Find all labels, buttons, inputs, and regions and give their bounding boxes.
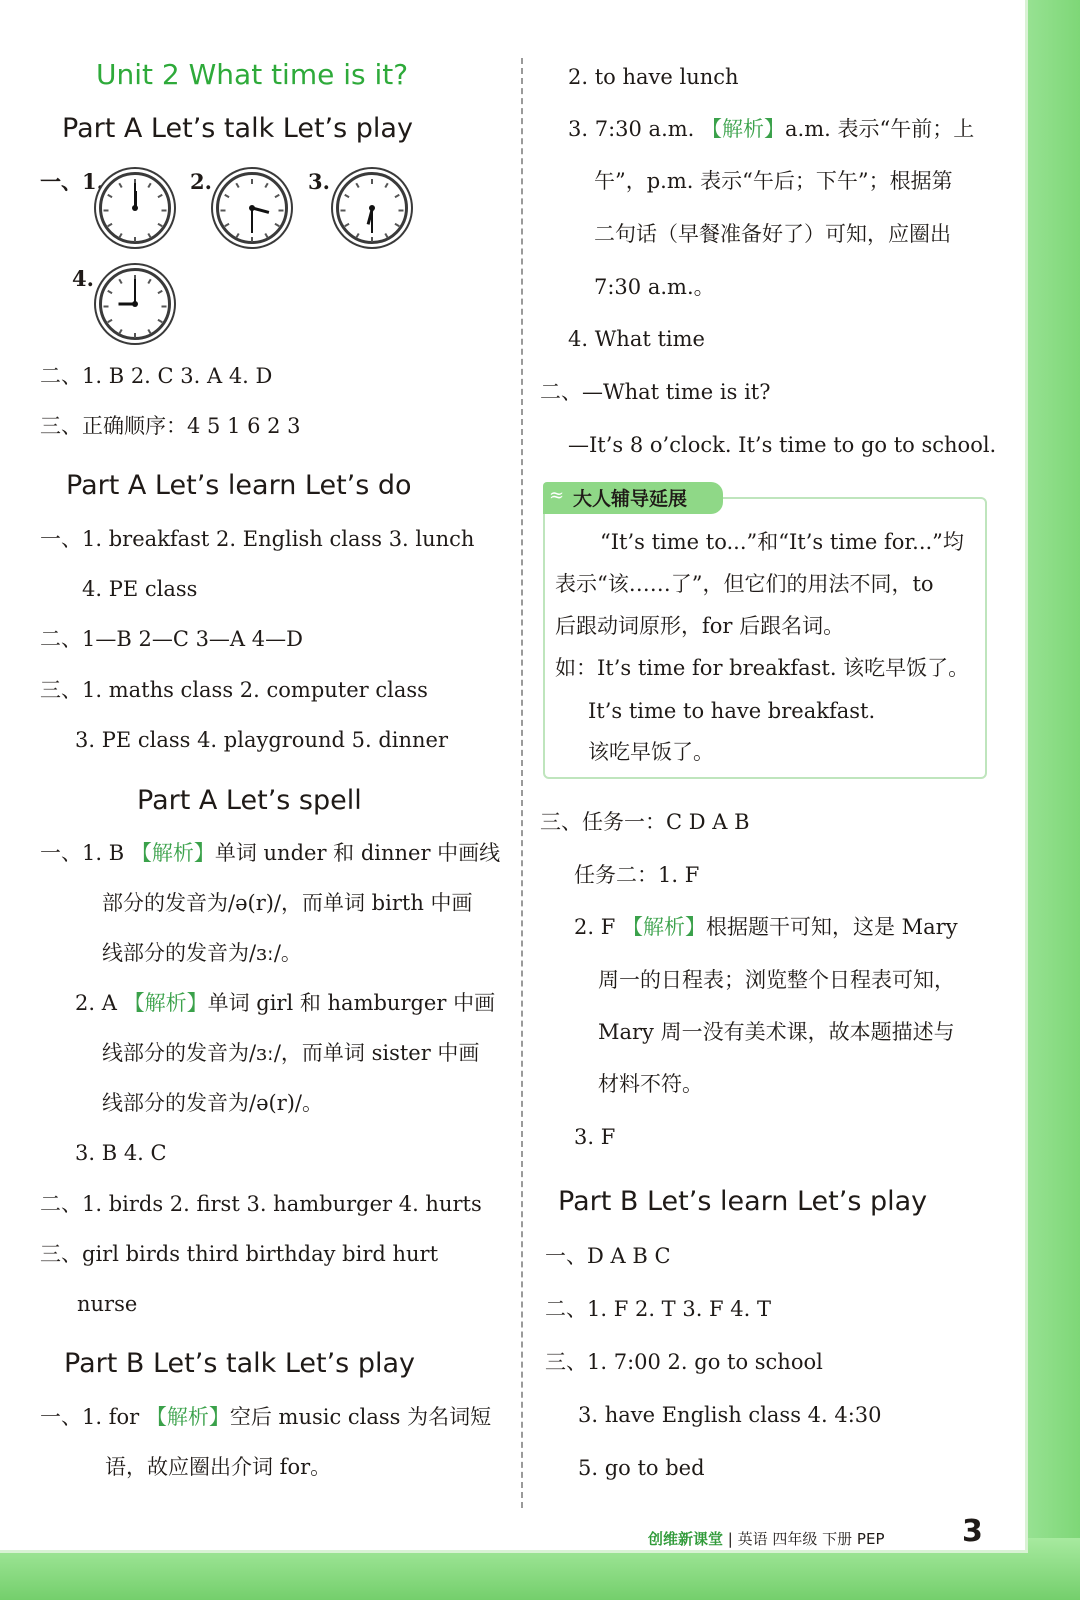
question-number: 3.	[308, 169, 330, 194]
answer-line: 线部分的发音为/ɜː/。	[102, 941, 302, 965]
answer-line: 三、任务一：C D A B	[540, 810, 750, 834]
answer-line: 3. PE class 4. playground 5. dinner	[75, 728, 449, 752]
clock-tick	[107, 223, 112, 227]
clock-tick	[235, 183, 239, 188]
clock-tick	[157, 194, 162, 198]
question-number: 一、1.	[40, 169, 104, 194]
tip-line: 该吃早饭了。	[588, 740, 714, 764]
clock-center	[132, 205, 138, 211]
clock-tick	[251, 237, 253, 242]
answer-line: 一、D A B C	[545, 1244, 671, 1268]
answer-line: 3. 7:30 a.m. 【解析】a.m. 表示“午前；上	[568, 117, 975, 141]
answer-line: 三、正确顺序：4 5 1 6 2 3	[40, 414, 301, 438]
answer-line: 4. PE class	[82, 577, 198, 601]
answer-line: 5. go to bed	[578, 1456, 705, 1480]
section-heading: Part B Let’s learn Let’s play	[558, 1186, 928, 1217]
clock-tick	[157, 290, 162, 294]
clock-tick	[274, 223, 279, 227]
minute-hand	[371, 208, 373, 233]
tip-line: “It’s time to...”和“It’s time for...”均	[600, 530, 964, 554]
clock-center	[369, 205, 375, 211]
answer-line: —It’s 8 o’clock. It’s time to go to school.	[568, 433, 997, 457]
clock-tick	[371, 237, 373, 242]
column-divider	[521, 58, 523, 1508]
clock-tick	[371, 179, 373, 184]
answer-line: 二、1. F 2. T 3. F 4. T	[545, 1297, 772, 1321]
answer-line: 部分的发音为/ə(r)/，而单词 birth 中画	[102, 891, 473, 915]
answer-line: nurse	[77, 1292, 138, 1316]
answer-line: 线部分的发音为/ɜː/，而单词 sister 中画	[102, 1041, 480, 1065]
answer-line: 二、1. birds 2. first 3. hamburger 4. hurts	[40, 1192, 482, 1216]
clock-tick	[274, 194, 279, 198]
clock-tick	[118, 233, 122, 238]
answer-line: 2. to have lunch	[568, 65, 739, 89]
answer-line: 4. What time	[568, 327, 705, 351]
clock-tick	[394, 223, 399, 227]
clock-icon	[216, 172, 288, 244]
tip-box-title: ≈ 大人辅导延展	[543, 482, 723, 514]
answer-line: 3. B 4. C	[75, 1141, 167, 1165]
clock-tick	[162, 306, 167, 308]
answer-line: 语，故应圈出介词 for。	[105, 1455, 332, 1479]
section-heading: Part A Let’s talk Let’s play	[62, 113, 413, 144]
page-number: 3	[962, 1514, 983, 1549]
tip-line: 如：It’s time for breakfast. 该吃早饭了。	[555, 656, 970, 680]
wave-icon: ≈	[549, 485, 565, 506]
answer-line: 一、1. breakfast 2. English class 3. lunch	[40, 527, 475, 551]
clock-tick	[134, 237, 136, 242]
answer-line: 二、1—B 2—C 3—A 4—D	[40, 627, 303, 651]
question-number: 2.	[190, 169, 212, 194]
clock-tick	[341, 210, 346, 212]
clock-tick	[251, 179, 253, 184]
clock-tick	[104, 306, 109, 308]
section-heading: Part A Let’s spell	[137, 785, 362, 816]
clock-center	[132, 301, 138, 307]
clock-tick	[355, 183, 359, 188]
clock-icon	[99, 268, 171, 340]
clock-tick	[157, 319, 162, 323]
clock-tick	[104, 210, 109, 212]
clock-tick	[279, 210, 284, 212]
answer-line: 线部分的发音为/ə(r)/。	[102, 1091, 324, 1115]
clock-tick	[107, 319, 112, 323]
answer-line: 二、—What time is it?	[540, 380, 771, 404]
unit-title: Unit 2 What time is it?	[96, 58, 409, 91]
clock-icon	[99, 172, 171, 244]
answer-line: 三、girl birds third birthday bird hurt	[40, 1242, 439, 1266]
clock-tick	[235, 233, 239, 238]
clock-tick	[147, 183, 151, 188]
tip-line: 表示“该……了”，但它们的用法不同，to	[555, 572, 934, 596]
answer-line: 3. have English class 4. 4:30	[578, 1403, 882, 1427]
clock-tick	[221, 210, 226, 212]
clock-tick	[157, 223, 162, 227]
minute-hand	[251, 208, 253, 233]
clock-icon	[336, 172, 408, 244]
tip-line: It’s time to have breakfast.	[588, 699, 876, 723]
clock-tick	[344, 194, 349, 198]
clock-tick	[147, 279, 151, 284]
clock-tick	[384, 183, 388, 188]
clock-tick	[399, 210, 404, 212]
answer-line: 3. F	[574, 1125, 616, 1149]
clock-tick	[224, 194, 229, 198]
clock-tick	[355, 233, 359, 238]
clock-tick	[107, 290, 112, 294]
clock-tick	[118, 183, 122, 188]
answer-line: 7:30 a.m.。	[594, 275, 715, 299]
clock-tick	[118, 279, 122, 284]
answer-line: 三、1. maths class 2. computer class	[40, 678, 428, 702]
clock-tick	[264, 233, 268, 238]
clock-center	[249, 205, 255, 211]
clock-tick	[118, 329, 122, 334]
clock-tick	[264, 183, 268, 188]
answer-line: 午”，p.m. 表示“午后；下午”；根据第	[594, 169, 953, 193]
answer-line: 二句话（早餐准备好了）可知，应圈出	[594, 222, 951, 246]
clock-tick	[224, 223, 229, 227]
clock-tick	[384, 233, 388, 238]
clock-tick	[107, 194, 112, 198]
question-number: 4.	[72, 266, 94, 291]
clock-tick	[344, 223, 349, 227]
footer-book-info: 创维新课堂 | 英语 四年级 下册 PEP	[648, 1530, 885, 1548]
section-heading: Part A Let’s learn Let’s do	[66, 470, 412, 501]
section-heading: Part B Let’s talk Let’s play	[64, 1348, 415, 1379]
answer-line: 2. A 【解析】单词 girl 和 hamburger 中画	[75, 991, 496, 1015]
tip-line: 后跟动词原形，for 后跟名词。	[555, 614, 845, 638]
answer-line: 材料不符。	[598, 1072, 703, 1096]
answer-line: 三、1. 7:00 2. go to school	[545, 1350, 823, 1374]
answer-line: 一、1. B 【解析】单词 under 和 dinner 中画线	[40, 841, 501, 865]
clock-tick	[134, 333, 136, 338]
clock-tick	[162, 210, 167, 212]
clock-tick	[394, 194, 399, 198]
clock-tick	[147, 233, 151, 238]
answer-line: 任务二：1. F	[574, 863, 700, 887]
answer-line: 一、1. for 【解析】空后 music class 为名词短	[40, 1405, 492, 1429]
clock-tick	[147, 329, 151, 334]
answer-line: Mary 周一没有美术课，故本题描述与	[598, 1020, 955, 1044]
answer-line: 2. F 【解析】根据题干可知，这是 Mary	[574, 915, 958, 939]
answer-line: 周一的日程表；浏览整个日程表可知，	[598, 968, 955, 992]
answer-line: 二、1. B 2. C 3. A 4. D	[40, 364, 273, 388]
